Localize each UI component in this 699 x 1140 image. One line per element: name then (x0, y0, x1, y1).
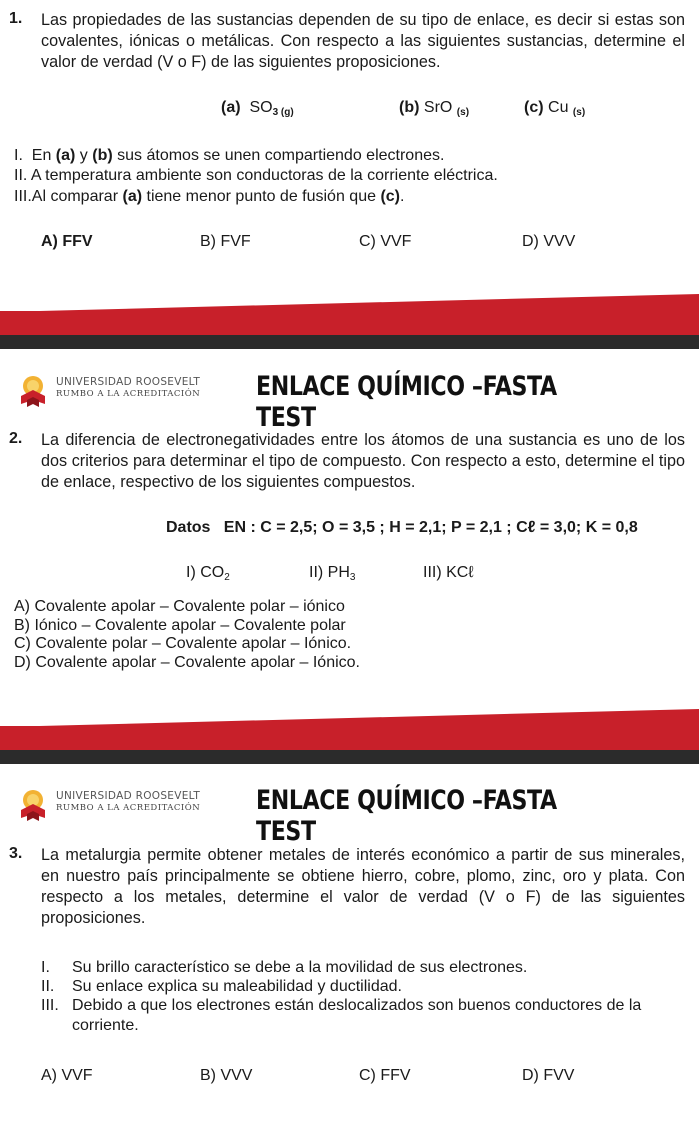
page-title: ENLACE QUÍMICO –FASTA TEST (256, 785, 557, 847)
page-title: ENLACE QUÍMICO –FASTA TEST (256, 371, 557, 433)
page-separator-wedge (0, 709, 699, 727)
university-name: UNIVERSIDAD ROOSEVELT (56, 790, 201, 802)
university-slogan: RUMBO A LA ACREDITACIÓN (56, 389, 201, 399)
question-number: 2. (9, 430, 23, 447)
university-logo-icon (18, 374, 48, 408)
option-b[interactable]: B) FVF (200, 233, 251, 250)
option-d[interactable]: D) Covalente apolar – Covalente apolar – Iónico. (14, 654, 360, 671)
statement-3: III. Debido a que los electrones están deslocalizados son buenos conductores de la corriente. (41, 997, 642, 1034)
compound-3: III) KCℓ (423, 564, 474, 581)
option-b[interactable]: B) Iónico – Covalente apolar – Covalente polar (14, 617, 346, 634)
statement-3: III.Al comparar (a) tiene menor punto de fusión que (c). (14, 188, 405, 205)
statement-2: II. A temperatura ambiente son conductoras de la corriente eléctrica. (14, 167, 498, 184)
question-number: 1. (9, 10, 23, 27)
university-logo-icon (18, 788, 48, 822)
option-c[interactable]: C) VVF (359, 233, 412, 250)
statement-1: I. En (a) y (b) sus átomos se unen compartiendo electrones. (14, 147, 445, 164)
page-separator-red (0, 311, 699, 335)
question-text: La metalurgia permite obtener metales de interés económico a partir de sus minerales, en nuestro país principalmente se obtiene hierro, cobre, plomo, zinc, oro y plata. Con respecto a los metales, determine el valor de verdad (V o F) de las siguientes proposiciones. (41, 846, 685, 927)
compound-1: I) $CO_2$ (186, 564, 230, 583)
question-text: La diferencia de electronegatividades entre los átomos de una sustancia es uno de los dos criterios para determinar el tipo de compuesto. Con respecto a esto, determine el tipo de enlace, respectivo de los siguientes compuestos. (41, 431, 685, 491)
compound-2: II) $PH_3$ (309, 564, 356, 583)
question-number: 3. (9, 845, 23, 862)
page-separator-dark (0, 335, 699, 349)
option-d[interactable]: D) FVV (522, 1067, 575, 1084)
page-header (0, 780, 699, 847)
university-slogan: RUMBO A LA ACREDITACIÓN (56, 803, 201, 813)
substance-a: (a) $SO_{3 (g)}$ (221, 99, 294, 118)
option-a[interactable]: A) FFV (41, 233, 93, 250)
page-header (0, 366, 699, 433)
page-separator-red (0, 726, 699, 750)
option-c[interactable]: C) Covalente polar – Covalente apolar – Iónico. (14, 635, 352, 652)
option-b[interactable]: B) VVV (200, 1067, 253, 1084)
option-a[interactable]: A) VVF (41, 1067, 93, 1084)
option-c[interactable]: C) FFV (359, 1067, 411, 1084)
page-separator-wedge (0, 294, 699, 312)
option-a[interactable]: A) Covalente apolar – Covalente polar – iónico (14, 598, 345, 615)
substance-b: (b) SrO $_{(s)}$ (399, 99, 470, 118)
substance-c: (c) Cu $_{(s)}$ (524, 99, 586, 118)
option-d[interactable]: D) VVV (522, 233, 576, 250)
question-text: Las propiedades de las sustancias dependen de su tipo de enlace, es decir si estas son covalentes, iónicas o metálicas. Con respecto a las siguientes sustancias, determine el valor de verdad (V o F) de las siguientes proposiciones. (41, 11, 685, 71)
university-name: UNIVERSIDAD ROOSEVELT (56, 376, 201, 388)
datos-line: Datos EN : C = 2,5; O = 3,5 ; H = 2,1; P = 2,1 ; Cℓ = 3,0; K = 0,8 (166, 519, 638, 536)
page-separator-dark (0, 750, 699, 764)
